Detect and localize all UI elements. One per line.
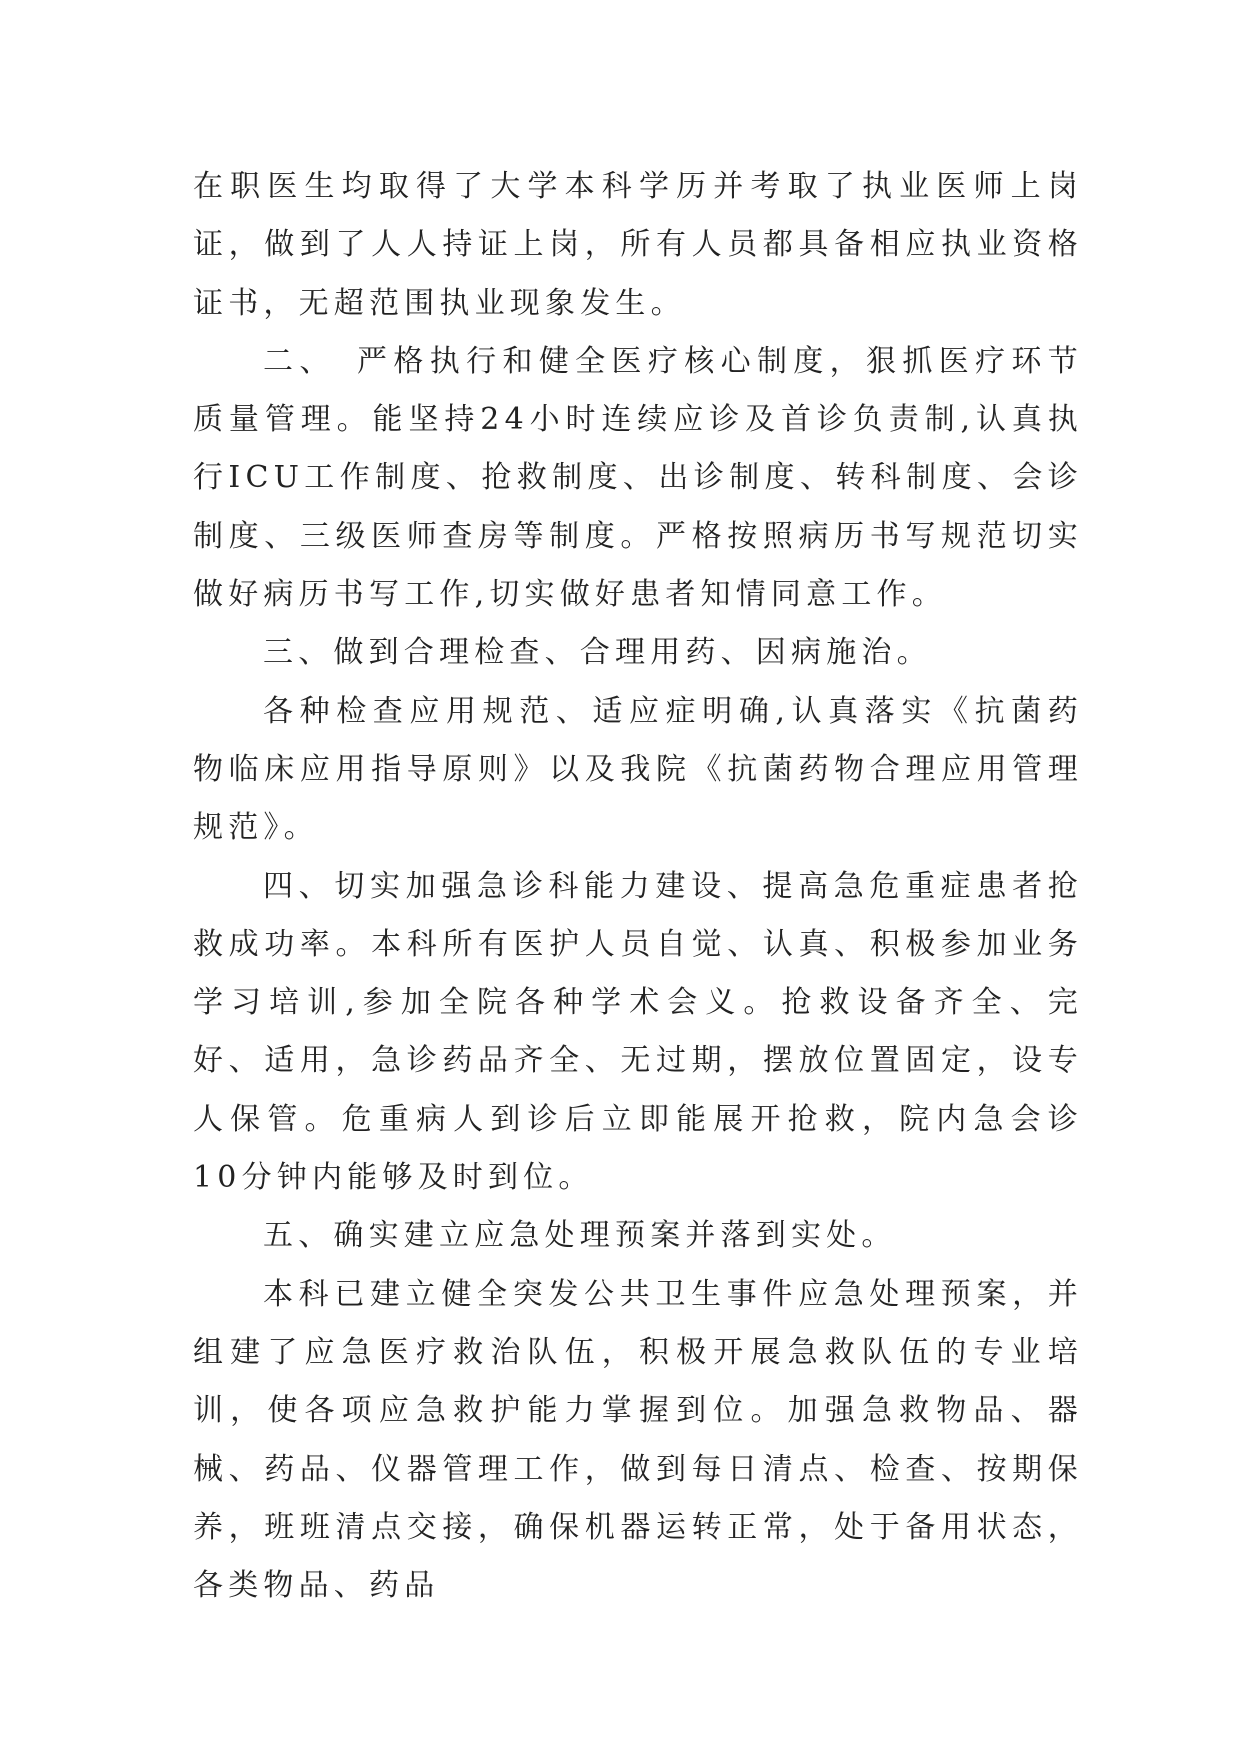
- paragraph-5: 四、切实加强急诊科能力建设、提高急危重症患者抢救成功率。本科所有医护人员自觉、认真、积极参加业务学习培训,参加全院各种学术会义。抢救设备齐全、完好、适用，急诊药品齐全、无过期，摆放位置固定，设专人保管。危重病人到诊后立即能展开抢救，院内急会诊10分钟内能够及时到位。: [193, 868, 1083, 1196]
- paragraph-7: 本科已建立健全突发公共卫生事件应急处理预案，并组建了应急医疗救治队伍，积极开展急救队伍的专业培训，使各项应急救护能力掌握到位。加强急救物品、器械、药品、仪器管理工作，做到每日清点、检查、按期保养，班班清点交接，确保机器运转正常，处于备用状态，各类物品、药品: [193, 1276, 1083, 1604]
- paragraph-3: 三、做到合理检查、合理用药、因病施治。: [263, 635, 932, 671]
- paragraph-4: 各种检查应用规范、适应症明确,认真落实《抗菌药物临床应用指导原则》以及我院《抗菌药物合理应用管理规范》。: [193, 693, 1083, 846]
- document-body: [193, 158, 1083, 1615]
- paragraph-1: 在职医生均取得了大学本科学历并考取了执业医师上岗证，做到了人人持证上岗，所有人员都具备相应执业资格证书，无超范围执业现象发生。: [193, 169, 1083, 321]
- paragraph-6: 五、确实建立应急处理预案并落到实处。: [263, 1218, 897, 1254]
- paragraph-2: 二、 严格执行和健全医疗核心制度，狠抓医疗环节质量管理。能坚持24小时连续应诊及首诊负责制,认真执行ICU工作制度、抢救制度、出诊制度、转科制度、会诊制度、三级医师查房等制度。严格按照病历书写规范切实做好病历书写工作,切实做好患者知情同意工作。: [193, 343, 1083, 613]
